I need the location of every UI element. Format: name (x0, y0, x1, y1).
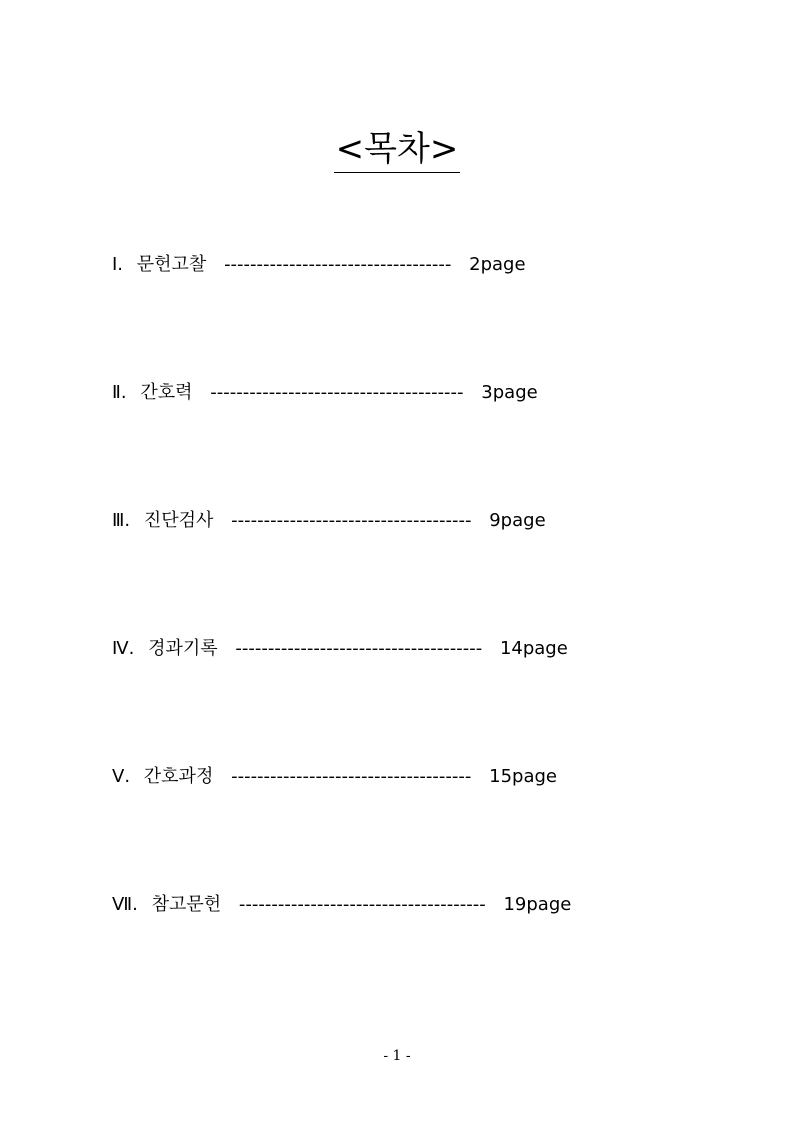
toc-entry-number: Ⅱ. (112, 382, 127, 403)
page-number: - 1 - (383, 1048, 411, 1064)
toc-title (0, 128, 794, 173)
toc-leader-dots: -------------------------------------- (235, 638, 483, 659)
toc-leader-dots: ------------------------------------- (231, 766, 472, 787)
toc-entry-number: Ⅳ. (112, 638, 135, 659)
toc-entry-diagnostic-tests (112, 507, 546, 535)
toc-entry-label: 간호력 (140, 382, 193, 403)
toc-entry-literature-review (112, 251, 526, 279)
toc-entry-label: 경과기록 (148, 638, 218, 659)
toc-entry-label: 간호과정 (143, 766, 214, 787)
toc-entry-number: Ⅰ. (112, 254, 124, 275)
toc-entry-references (112, 891, 571, 919)
toc-entry-label: 참고문헌 (151, 894, 222, 915)
toc-entry-number: Ⅶ. (112, 894, 138, 915)
toc-entry-page: 3page (481, 382, 538, 403)
toc-leader-dots: --------------------------------------- (210, 382, 464, 403)
toc-entry-number: Ⅲ. (112, 510, 131, 531)
toc-entry-page: 9page (489, 510, 546, 531)
toc-leader-dots: ------------------------------------- (231, 510, 472, 531)
toc-leader-dots: ----------------------------------- (224, 254, 452, 275)
toc-entry-page: 19page (503, 894, 572, 915)
toc-entry-nursing-history (112, 379, 538, 407)
toc-entry-label: 문헌고찰 (136, 254, 207, 275)
toc-entry-page: 14page (499, 638, 568, 659)
toc-entry-number: Ⅴ. (112, 766, 131, 787)
toc-entry-page: 15page (489, 766, 558, 787)
toc-entry-page: 2page (469, 254, 526, 275)
toc-title-text: <목차> (334, 128, 461, 173)
toc-entry-progress-notes (112, 635, 568, 663)
toc-leader-dots: -------------------------------------- (238, 894, 486, 915)
toc-entry-label: 진단검사 (143, 510, 214, 531)
toc-entry-nursing-process (112, 763, 557, 791)
